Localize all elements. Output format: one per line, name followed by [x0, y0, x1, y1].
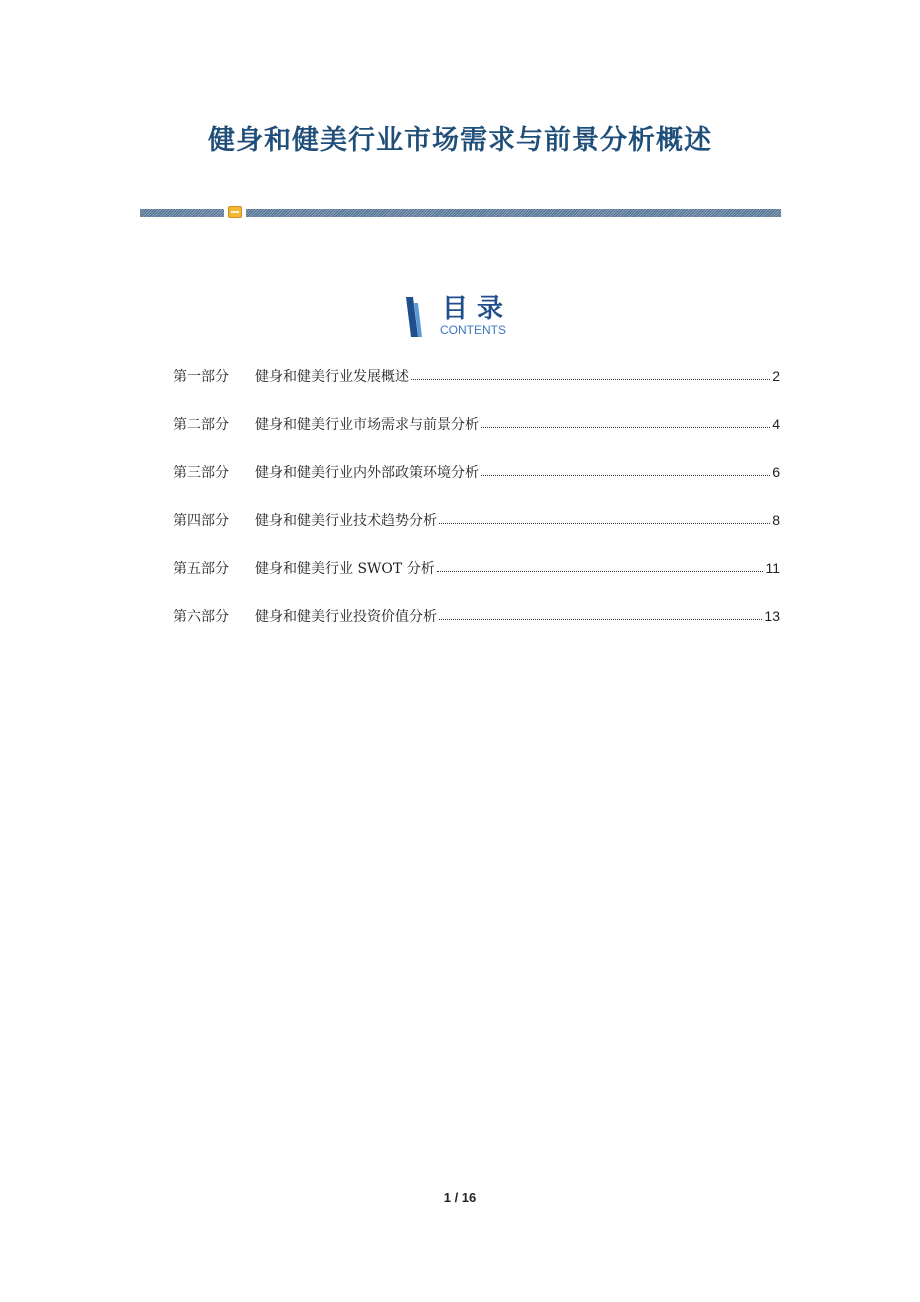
document-title: 健身和健美行业市场需求与前景分析概述: [208, 125, 712, 156]
toc-dot-leader: [439, 521, 770, 524]
toc-entry-part: 第一部分: [173, 369, 229, 385]
toc-entry-title: 健身和健美行业投资价值分析: [255, 609, 437, 625]
toc-mark-icon: [404, 297, 424, 337]
toc-entry-page: 6: [772, 464, 780, 480]
toc-entry-page: 2: [772, 368, 780, 384]
toc-entry-title: 健身和健美行业市场需求与前景分析: [255, 417, 479, 433]
toc-dot-leader: [439, 617, 762, 620]
toc-entry-part: 第六部分: [173, 609, 229, 625]
toc-dot-leader: [481, 425, 770, 428]
toc-dot-leader: [437, 569, 764, 572]
header-rule-left: [140, 209, 224, 217]
header-badge-icon: [228, 206, 242, 218]
toc-entry-part: 第五部分: [173, 561, 229, 577]
toc-entry-title: 健身和健美行业技术趋势分析: [255, 513, 437, 529]
toc-dot-leader: [481, 473, 770, 476]
toc-entry-title: 健身和健美行业发展概述: [255, 369, 409, 385]
toc-entry-part: 第四部分: [173, 513, 229, 529]
toc-title: 目录: [442, 294, 513, 324]
toc-list: [173, 366, 780, 654]
toc-header: [404, 292, 544, 340]
toc-dot-leader: [411, 377, 770, 380]
toc-entry-3[interactable]: [173, 462, 780, 510]
toc-entry-4[interactable]: [173, 510, 780, 558]
page-number: 1 / 16: [443, 1190, 477, 1205]
toc-entry-part: 第三部分: [173, 465, 229, 481]
toc-entry-title: 健身和健美行业 SWOT 分析: [255, 561, 435, 577]
toc-entry-page: 11: [765, 560, 780, 576]
toc-entry-page: 13: [764, 608, 780, 624]
toc-entry-6[interactable]: [173, 606, 780, 654]
toc-entry-part: 第二部分: [173, 417, 229, 433]
header-rule-right: [246, 209, 781, 217]
toc-subtitle: CONTENTS: [440, 323, 506, 337]
toc-entry-page: 4: [772, 416, 780, 432]
toc-entry-2[interactable]: [173, 414, 780, 462]
toc-entry-title: 健身和健美行业内外部政策环境分析: [255, 465, 479, 481]
toc-entry-5[interactable]: [173, 558, 780, 606]
toc-entry-1[interactable]: [173, 366, 780, 414]
toc-entry-page: 8: [772, 512, 780, 528]
